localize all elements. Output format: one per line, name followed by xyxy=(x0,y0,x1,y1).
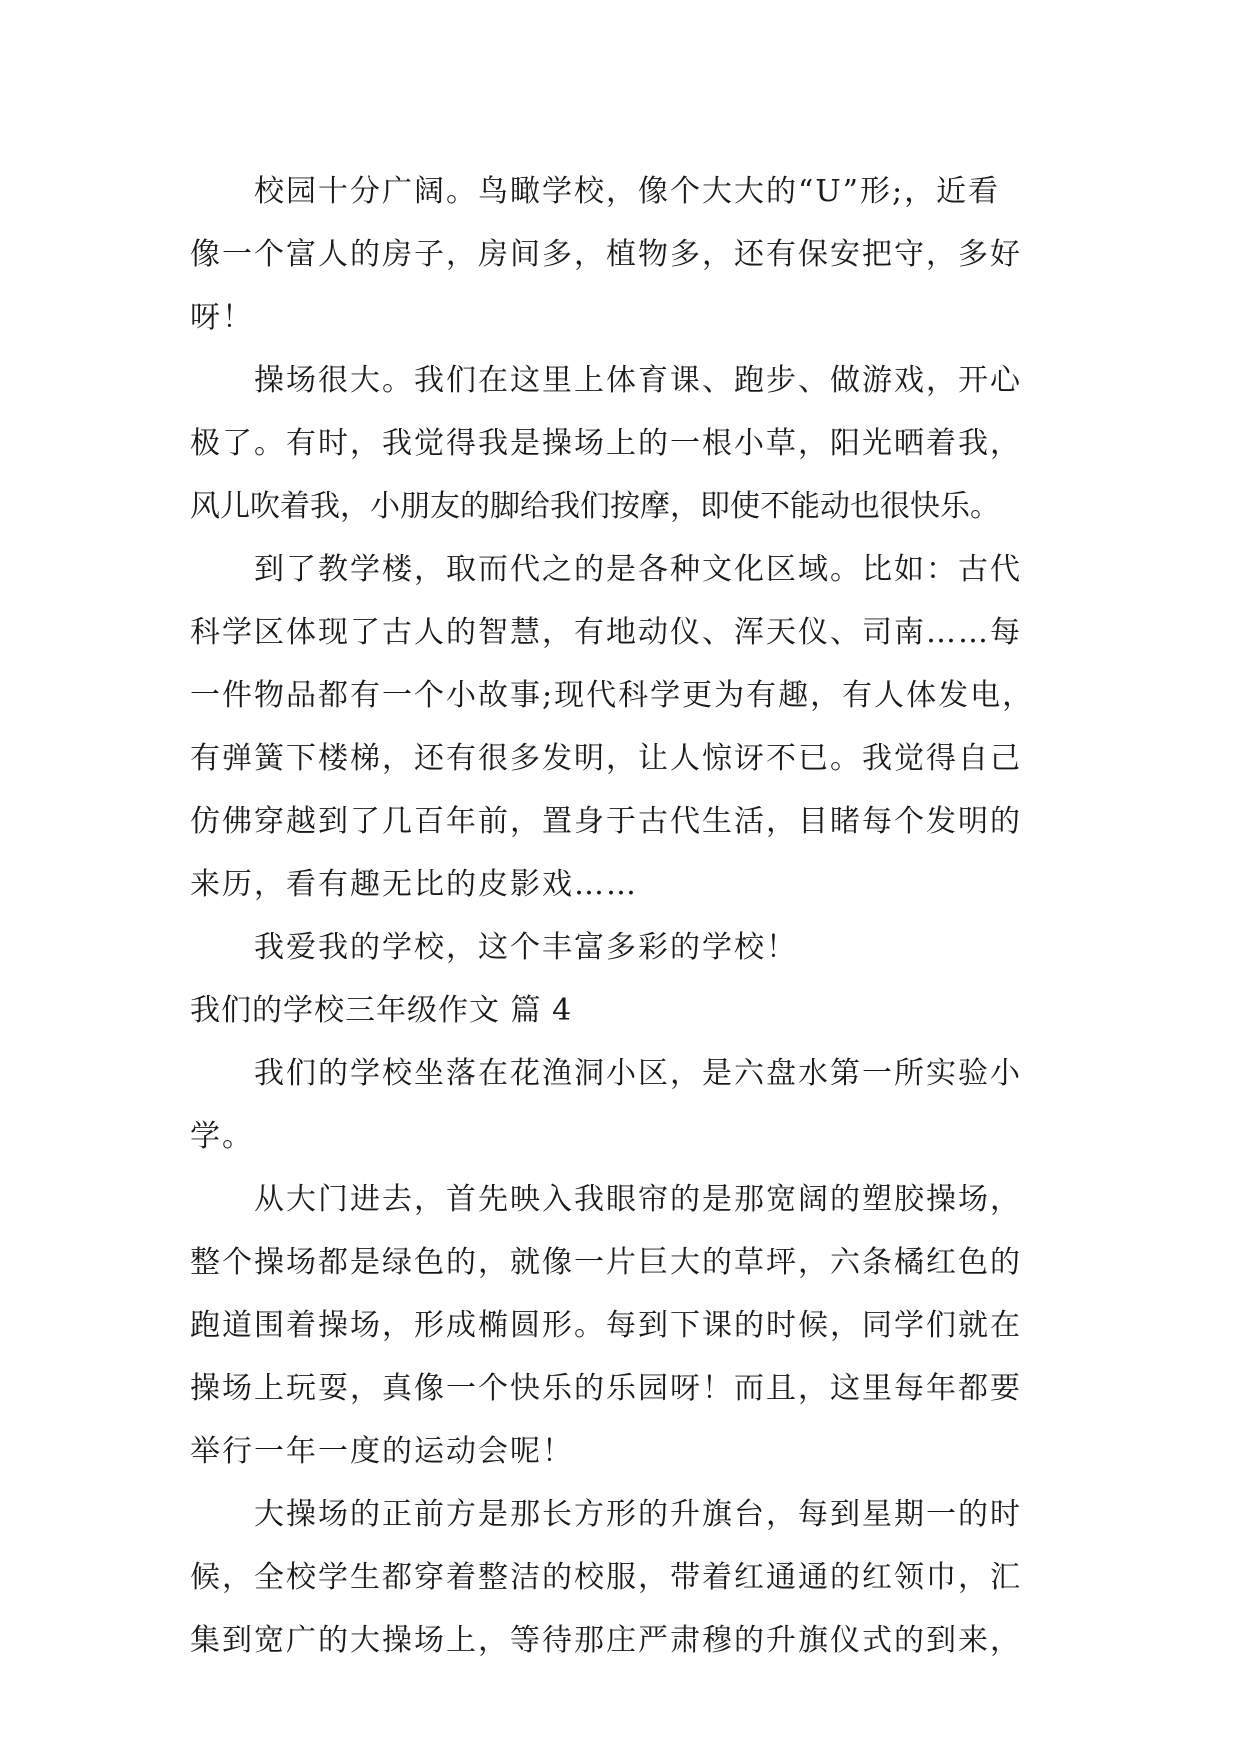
paragraph xyxy=(190,538,1052,916)
text-line: 操场很大。我们在这里上体育课、跑步、做游戏，开心 xyxy=(254,363,1022,398)
text-line: 有弹簧下楼梯，还有很多发明，让人惊讶不已。我觉得自己 xyxy=(190,741,1022,776)
text-line: 仿佛穿越到了几百年前，置身于古代生活，目睹每个发明的 xyxy=(190,804,1022,839)
text-line: 候，全校学生都穿着整洁的校服，带着红通通的红领巾，汇 xyxy=(190,1560,1022,1595)
text-line: 大操场的正前方是那长方形的升旗台，每到星期一的时 xyxy=(254,1497,1022,1532)
paragraph xyxy=(190,1042,1052,1168)
section-heading: 我们的学校三年级作文 篇 4 xyxy=(190,993,573,1028)
text-line: 我爱我的学校，这个丰富多彩的学校！ xyxy=(254,930,798,965)
text-line: 我们的学校坐落在花渔洞小区，是六盘水第一所实验小 xyxy=(254,1056,1022,1091)
paragraph xyxy=(190,349,1052,538)
text-line: 一件物品都有一个小故事;现代科学更为有趣，有人体发电， xyxy=(190,678,1035,713)
text-line: 操场上玩耍，真像一个快乐的乐园呀！而且，这里每年都要 xyxy=(190,1371,1022,1406)
text-line: 整个操场都是绿色的，就像一片巨大的草坪，六条橘红色的 xyxy=(190,1245,1022,1280)
text-line: 来历，看有趣无比的皮影戏…… xyxy=(190,867,638,902)
text-line: 到了教学楼，取而代之的是各种文化区域。比如：古代 xyxy=(254,552,1022,587)
text-line: 科学区体现了古人的智慧，有地动仪、浑天仪、司南……每 xyxy=(190,615,1022,650)
text-line: 像一个富人的房子，房间多，植物多，还有保安把守，多好 xyxy=(190,237,1022,272)
text-line: 集到宽广的大操场上，等待那庄严肃穆的升旗仪式的到来， xyxy=(190,1623,1022,1658)
text-line: 校园十分广阔。鸟瞰学校，像个大大的“U”形;，近看 xyxy=(254,174,1001,209)
text-line: 学。 xyxy=(190,1119,254,1154)
paragraph xyxy=(190,916,1052,979)
document-page xyxy=(190,160,1052,1672)
text-line: 跑道围着操场，形成椭圆形。每到下课的时候，同学们就在 xyxy=(190,1308,1022,1343)
paragraph xyxy=(190,1168,1052,1483)
paragraph xyxy=(190,160,1052,349)
text-line: 风儿吹着我，小朋友的脚给我们按摩，即使不能动也很快乐。 xyxy=(190,489,1000,524)
text-line: 从大门进去，首先映入我眼帘的是那宽阔的塑胶操场， xyxy=(254,1182,1022,1217)
text-line: 呀！ xyxy=(190,300,254,335)
paragraph xyxy=(190,1483,1052,1672)
text-line: 极了。有时，我觉得我是操场上的一根小草，阳光晒着我， xyxy=(190,426,1022,461)
text-line: 举行一年一度的运动会呢！ xyxy=(190,1434,574,1469)
